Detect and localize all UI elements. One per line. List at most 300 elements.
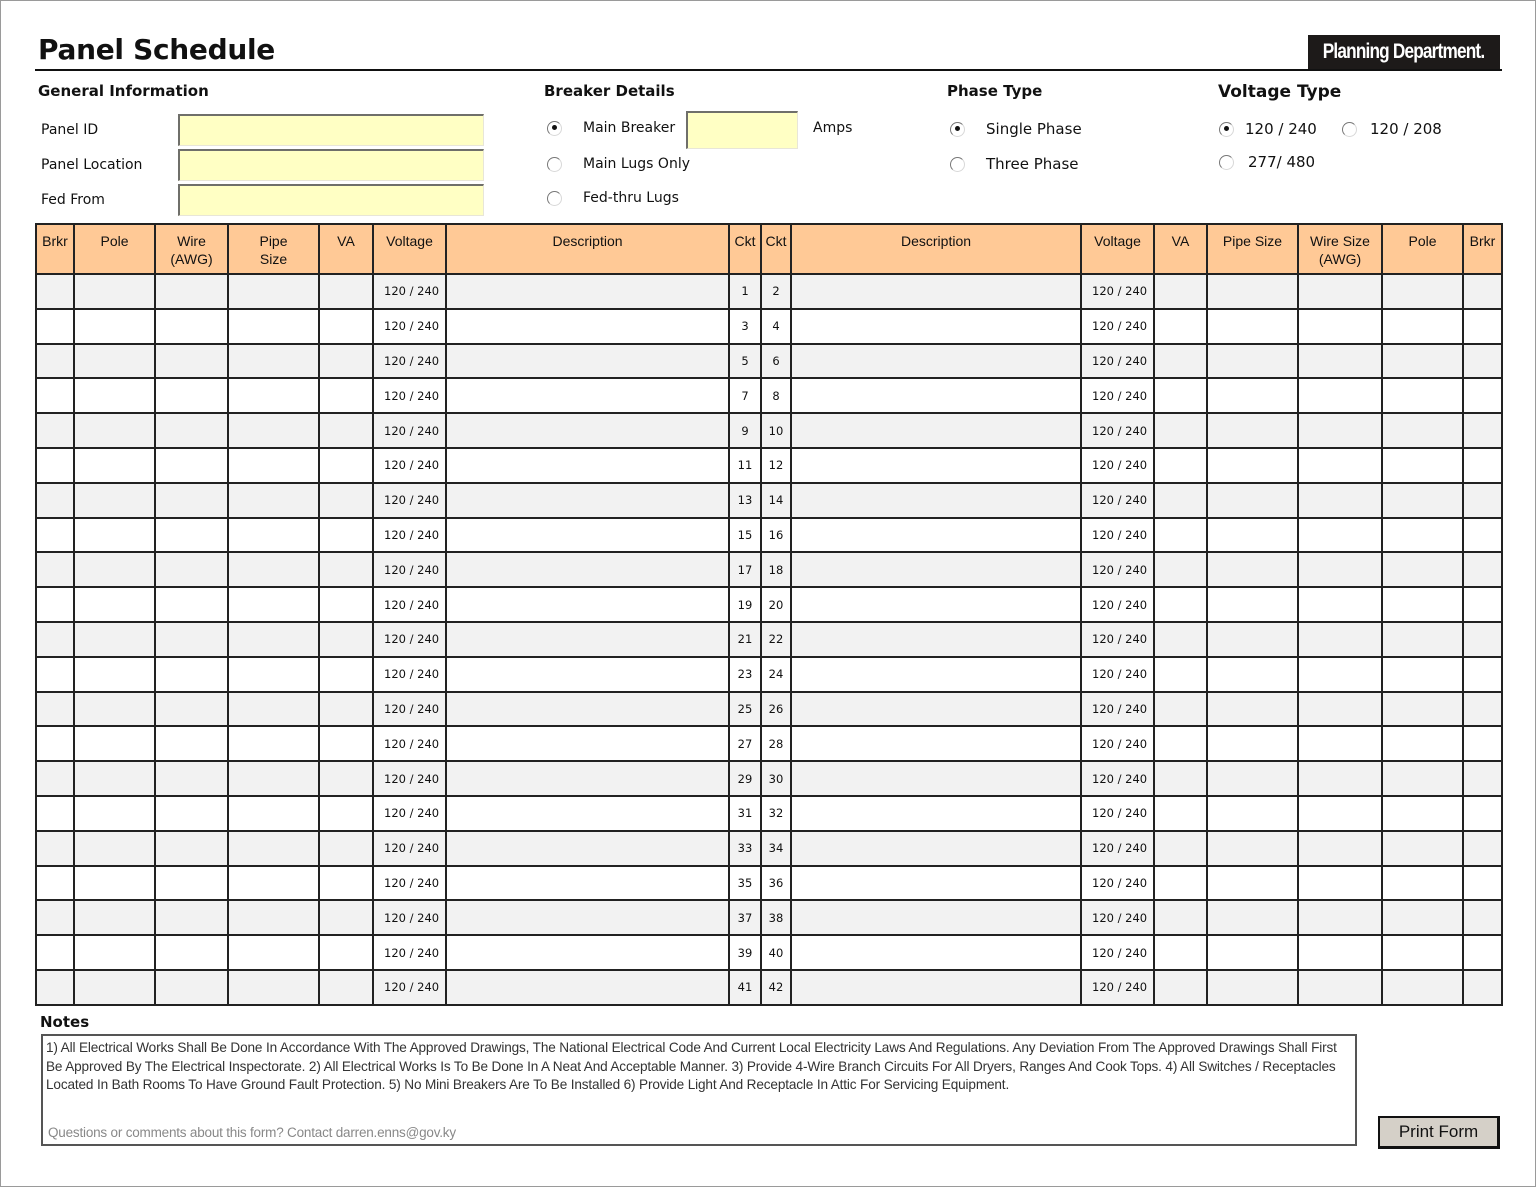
main-lugs-only-radio[interactable] (547, 156, 690, 172)
right-brkr-cell[interactable] (1463, 587, 1502, 622)
left-description-cell[interactable] (446, 378, 729, 413)
left-va-cell[interactable] (319, 378, 373, 413)
left-brkr-cell[interactable] (36, 692, 74, 727)
left-voltage-cell: 120 / 240 (373, 448, 446, 483)
left-pole-cell[interactable] (74, 831, 155, 866)
right-wire-size-cell[interactable] (1298, 692, 1382, 727)
right-va-cell[interactable] (1154, 448, 1207, 483)
left-wire-cell[interactable] (155, 587, 228, 622)
right-pipe-size-cell[interactable] (1207, 378, 1298, 413)
right-pole-cell[interactable] (1382, 657, 1463, 692)
right-wire-size-cell[interactable] (1298, 657, 1382, 692)
right-description-cell[interactable] (791, 483, 1081, 518)
left-wire-cell[interactable] (155, 309, 228, 344)
left-brkr-cell[interactable] (36, 552, 74, 587)
main-breaker-radio[interactable] (547, 120, 675, 136)
left-pipe-size-cell[interactable] (228, 831, 319, 866)
table-row (36, 309, 1502, 344)
right-va-cell[interactable] (1154, 726, 1207, 761)
left-pole-cell[interactable] (74, 657, 155, 692)
left-brkr-cell[interactable] (36, 309, 74, 344)
right-voltage-cell: 120 / 240 (1081, 552, 1154, 587)
fed-thru-lugs-radio[interactable] (547, 190, 679, 206)
right-wire-size-cell[interactable] (1298, 587, 1382, 622)
right-brkr-cell[interactable] (1463, 866, 1502, 901)
right-pole-cell[interactable] (1382, 796, 1463, 831)
main-breaker-amps-input[interactable] (686, 111, 798, 149)
right-va-cell[interactable] (1154, 518, 1207, 553)
left-voltage-cell: 120 / 240 (373, 726, 446, 761)
right-description-cell[interactable] (791, 726, 1081, 761)
right-va-cell[interactable] (1154, 831, 1207, 866)
column-header-left-pipe-size (228, 224, 319, 274)
left-brkr-cell[interactable] (36, 483, 74, 518)
right-wire-size-cell[interactable] (1298, 448, 1382, 483)
left-va-cell[interactable] (319, 587, 373, 622)
right-brkr-cell[interactable] (1463, 483, 1502, 518)
right-brkr-cell[interactable] (1463, 935, 1502, 970)
left-description-cell[interactable] (446, 866, 729, 901)
right-description-cell[interactable] (791, 622, 1081, 657)
left-wire-cell[interactable] (155, 692, 228, 727)
right-pipe-size-cell[interactable] (1207, 935, 1298, 970)
right-brkr-cell[interactable] (1463, 831, 1502, 866)
fed-from-label: Fed From (41, 192, 105, 208)
right-description-cell[interactable] (791, 518, 1081, 553)
panel-id-input[interactable] (178, 114, 484, 146)
left-va-cell[interactable] (319, 900, 373, 935)
left-va-cell[interactable] (319, 692, 373, 727)
left-description-cell[interactable] (446, 274, 729, 309)
right-pole-cell[interactable] (1382, 552, 1463, 587)
right-brkr-cell[interactable] (1463, 657, 1502, 692)
left-va-cell[interactable] (319, 483, 373, 518)
left-description-cell[interactable] (446, 413, 729, 448)
left-ckt-number: 19 (729, 587, 761, 622)
right-pipe-size-cell[interactable] (1207, 483, 1298, 518)
right-pole-cell[interactable] (1382, 344, 1463, 379)
right-va-cell[interactable] (1154, 970, 1207, 1005)
left-va-cell[interactable] (319, 274, 373, 309)
table-row (36, 378, 1502, 413)
right-pipe-size-cell[interactable] (1207, 344, 1298, 379)
right-pole-cell[interactable] (1382, 692, 1463, 727)
right-description-cell[interactable] (791, 900, 1081, 935)
right-pole-cell[interactable] (1382, 309, 1463, 344)
right-description-cell[interactable] (791, 552, 1081, 587)
left-pole-cell[interactable] (74, 552, 155, 587)
right-va-cell[interactable] (1154, 866, 1207, 901)
left-brkr-cell[interactable] (36, 413, 74, 448)
right-ckt-number: 20 (761, 587, 791, 622)
left-description-cell[interactable] (446, 309, 729, 344)
left-brkr-cell[interactable] (36, 831, 74, 866)
left-wire-cell[interactable] (155, 413, 228, 448)
right-wire-size-cell[interactable] (1298, 413, 1382, 448)
right-wire-size-cell[interactable] (1298, 309, 1382, 344)
left-pipe-size-cell[interactable] (228, 448, 319, 483)
left-pipe-size-cell[interactable] (228, 692, 319, 727)
voltage-120-240-radio[interactable] (1219, 120, 1317, 138)
left-wire-cell[interactable] (155, 657, 228, 692)
left-wire-cell[interactable] (155, 970, 228, 1005)
left-wire-cell[interactable] (155, 622, 228, 657)
right-pole-cell[interactable] (1382, 413, 1463, 448)
right-va-cell[interactable] (1154, 378, 1207, 413)
left-pipe-size-cell[interactable] (228, 274, 319, 309)
right-va-cell[interactable] (1154, 900, 1207, 935)
left-pipe-size-cell[interactable] (228, 344, 319, 379)
left-wire-cell[interactable] (155, 483, 228, 518)
right-pipe-size-cell[interactable] (1207, 309, 1298, 344)
three-phase-radio[interactable] (950, 155, 1079, 173)
right-pole-cell[interactable] (1382, 274, 1463, 309)
print-form-button[interactable]: Print Form (1378, 1116, 1500, 1149)
fed-thru-lugs-label: Fed-thru Lugs (583, 190, 679, 206)
right-pipe-size-cell[interactable] (1207, 518, 1298, 553)
left-wire-cell[interactable] (155, 796, 228, 831)
right-wire-size-cell[interactable] (1298, 831, 1382, 866)
left-description-cell[interactable] (446, 726, 729, 761)
right-pipe-size-cell[interactable] (1207, 970, 1298, 1005)
right-description-cell[interactable] (791, 761, 1081, 796)
right-pipe-size-cell[interactable] (1207, 274, 1298, 309)
left-pipe-size-cell[interactable] (228, 483, 319, 518)
radio-checked-icon (950, 122, 965, 137)
left-pole-cell[interactable] (74, 692, 155, 727)
table-row (36, 866, 1502, 901)
right-va-cell[interactable] (1154, 622, 1207, 657)
right-brkr-cell[interactable] (1463, 692, 1502, 727)
left-wire-cell[interactable] (155, 552, 228, 587)
right-brkr-cell[interactable] (1463, 622, 1502, 657)
column-header-text: VA (337, 233, 355, 249)
left-va-cell[interactable] (319, 518, 373, 553)
left-description-cell[interactable] (446, 831, 729, 866)
right-description-cell[interactable] (791, 274, 1081, 309)
right-pipe-size-cell[interactable] (1207, 900, 1298, 935)
left-pole-cell[interactable] (74, 483, 155, 518)
left-brkr-cell[interactable] (36, 587, 74, 622)
right-description-cell[interactable] (791, 692, 1081, 727)
left-va-cell[interactable] (319, 866, 373, 901)
right-va-cell[interactable] (1154, 657, 1207, 692)
left-description-cell[interactable] (446, 552, 729, 587)
left-description-cell[interactable] (446, 657, 729, 692)
left-ckt-number: 5 (729, 344, 761, 379)
right-wire-size-cell[interactable] (1298, 518, 1382, 553)
left-wire-cell[interactable] (155, 344, 228, 379)
left-wire-cell[interactable] (155, 831, 228, 866)
left-pipe-size-cell[interactable] (228, 866, 319, 901)
left-va-cell[interactable] (319, 552, 373, 587)
right-va-cell[interactable] (1154, 552, 1207, 587)
left-brkr-cell[interactable] (36, 622, 74, 657)
right-wire-size-cell[interactable] (1298, 866, 1382, 901)
right-va-cell[interactable] (1154, 274, 1207, 309)
right-wire-size-cell[interactable] (1298, 900, 1382, 935)
left-pole-cell[interactable] (74, 309, 155, 344)
left-pipe-size-cell[interactable] (228, 552, 319, 587)
left-description-cell[interactable] (446, 970, 729, 1005)
right-pipe-size-cell[interactable] (1207, 796, 1298, 831)
left-pipe-size-cell[interactable] (228, 378, 319, 413)
left-description-cell[interactable] (446, 692, 729, 727)
right-description-cell[interactable] (791, 796, 1081, 831)
left-pipe-size-cell[interactable] (228, 413, 319, 448)
right-description-cell[interactable] (791, 657, 1081, 692)
left-pole-cell[interactable] (74, 448, 155, 483)
left-pole-cell[interactable] (74, 866, 155, 901)
right-description-cell[interactable] (791, 448, 1081, 483)
voltage-120-208-radio[interactable] (1342, 120, 1442, 138)
left-pipe-size-cell[interactable] (228, 726, 319, 761)
left-description-cell[interactable] (446, 483, 729, 518)
left-va-cell[interactable] (319, 413, 373, 448)
left-pole-cell[interactable] (74, 726, 155, 761)
right-pole-cell[interactable] (1382, 726, 1463, 761)
right-pole-cell[interactable] (1382, 483, 1463, 518)
left-description-cell[interactable] (446, 796, 729, 831)
right-va-cell[interactable] (1154, 692, 1207, 727)
right-va-cell[interactable] (1154, 935, 1207, 970)
left-pipe-size-cell[interactable] (228, 761, 319, 796)
right-pole-cell[interactable] (1382, 935, 1463, 970)
left-wire-cell[interactable] (155, 274, 228, 309)
left-wire-cell[interactable] (155, 726, 228, 761)
left-pipe-size-cell[interactable] (228, 622, 319, 657)
left-va-cell[interactable] (319, 448, 373, 483)
left-pole-cell[interactable] (74, 970, 155, 1005)
right-pipe-size-cell[interactable] (1207, 831, 1298, 866)
fed-from-input[interactable] (178, 184, 484, 216)
left-wire-cell[interactable] (155, 935, 228, 970)
left-pipe-size-cell[interactable] (228, 309, 319, 344)
right-brkr-cell[interactable] (1463, 761, 1502, 796)
right-pole-cell[interactable] (1382, 518, 1463, 553)
left-pole-cell[interactable] (74, 413, 155, 448)
table-row (36, 935, 1502, 970)
right-va-cell[interactable] (1154, 413, 1207, 448)
right-wire-size-cell[interactable] (1298, 796, 1382, 831)
left-pipe-size-cell[interactable] (228, 970, 319, 1005)
left-va-cell[interactable] (319, 761, 373, 796)
left-pole-cell[interactable] (74, 900, 155, 935)
left-pipe-size-cell[interactable] (228, 900, 319, 935)
right-wire-size-cell[interactable] (1298, 483, 1382, 518)
right-pole-cell[interactable] (1382, 970, 1463, 1005)
left-wire-cell[interactable] (155, 900, 228, 935)
right-brkr-cell[interactable] (1463, 274, 1502, 309)
right-voltage-cell: 120 / 240 (1081, 831, 1154, 866)
left-brkr-cell[interactable] (36, 935, 74, 970)
right-description-cell[interactable] (791, 344, 1081, 379)
left-description-cell[interactable] (446, 587, 729, 622)
left-description-cell[interactable] (446, 761, 729, 796)
right-wire-size-cell[interactable] (1298, 378, 1382, 413)
left-brkr-cell[interactable] (36, 518, 74, 553)
right-pipe-size-cell[interactable] (1207, 657, 1298, 692)
left-brkr-cell[interactable] (36, 796, 74, 831)
radio-checked-icon (1219, 122, 1234, 137)
left-description-cell[interactable] (446, 900, 729, 935)
left-brkr-cell[interactable] (36, 970, 74, 1005)
notes-box[interactable] (41, 1034, 1357, 1146)
left-va-cell[interactable] (319, 935, 373, 970)
left-pole-cell[interactable] (74, 518, 155, 553)
left-pole-cell[interactable] (74, 622, 155, 657)
right-brkr-cell[interactable] (1463, 448, 1502, 483)
right-va-cell[interactable] (1154, 309, 1207, 344)
right-voltage-cell: 120 / 240 (1081, 274, 1154, 309)
left-brkr-cell[interactable] (36, 900, 74, 935)
right-voltage-cell: 120 / 240 (1081, 483, 1154, 518)
right-brkr-cell[interactable] (1463, 378, 1502, 413)
right-pole-cell[interactable] (1382, 378, 1463, 413)
left-brkr-cell[interactable] (36, 761, 74, 796)
right-description-cell[interactable] (791, 413, 1081, 448)
left-description-cell[interactable] (446, 344, 729, 379)
left-wire-cell[interactable] (155, 518, 228, 553)
right-pipe-size-cell[interactable] (1207, 692, 1298, 727)
table-row (36, 552, 1502, 587)
right-voltage-cell: 120 / 240 (1081, 413, 1154, 448)
left-pole-cell[interactable] (74, 344, 155, 379)
right-pole-cell[interactable] (1382, 866, 1463, 901)
right-brkr-cell[interactable] (1463, 413, 1502, 448)
radio-unchecked-icon (547, 191, 562, 206)
right-wire-size-cell[interactable] (1298, 761, 1382, 796)
right-va-cell[interactable] (1154, 587, 1207, 622)
right-pole-cell[interactable] (1382, 448, 1463, 483)
right-brkr-cell[interactable] (1463, 970, 1502, 1005)
left-pole-cell[interactable] (74, 587, 155, 622)
left-va-cell[interactable] (319, 831, 373, 866)
left-va-cell[interactable] (319, 309, 373, 344)
left-wire-cell[interactable] (155, 866, 228, 901)
right-wire-size-cell[interactable] (1298, 344, 1382, 379)
left-brkr-cell[interactable] (36, 726, 74, 761)
left-pipe-size-cell[interactable] (228, 587, 319, 622)
right-description-cell[interactable] (791, 587, 1081, 622)
right-pole-cell[interactable] (1382, 761, 1463, 796)
right-description-cell[interactable] (791, 935, 1081, 970)
left-pole-cell[interactable] (74, 935, 155, 970)
radio-unchecked-icon (1219, 155, 1234, 170)
right-description-cell[interactable] (791, 970, 1081, 1005)
left-pipe-size-cell[interactable] (228, 657, 319, 692)
notes-text: 1) All Electrical Works Shall Be Done In Accordance With The Approved Drawings, The National Electrical Code And Current Local Electricity Laws And Regulations. Any Deviation From The Approved Drawings Shall First Be Approved By The Electrical Inspectorate. 2) All Electrical Works Is To Be Done In A Neat And Acceptable Manner. 3) Provide 4-Wire Branch Circuits For All Dryers, Ranges And Cook Tops. 4) All Switches / Receptacles Located In Bath Rooms To Have Ground Fault Protection. 5) No Mini Breakers Are To Be Installed 6) Provide Light And Receptacle In Attic For Servicing Equipment. (46, 1040, 1337, 1093)
main-breaker-label: Main Breaker (583, 120, 676, 136)
right-brkr-cell[interactable] (1463, 726, 1502, 761)
right-va-cell[interactable] (1154, 796, 1207, 831)
left-pole-cell[interactable] (74, 378, 155, 413)
right-description-cell[interactable] (791, 309, 1081, 344)
left-va-cell[interactable] (319, 796, 373, 831)
right-pipe-size-cell[interactable] (1207, 726, 1298, 761)
left-description-cell[interactable] (446, 448, 729, 483)
left-brkr-cell[interactable] (36, 344, 74, 379)
left-brkr-cell[interactable] (36, 274, 74, 309)
column-header-text: Description (552, 233, 623, 249)
left-voltage-cell: 120 / 240 (373, 831, 446, 866)
left-brkr-cell[interactable] (36, 448, 74, 483)
right-wire-size-cell[interactable] (1298, 726, 1382, 761)
column-header-right-description (791, 224, 1081, 274)
right-va-cell[interactable] (1154, 344, 1207, 379)
right-pole-cell[interactable] (1382, 622, 1463, 657)
left-wire-cell[interactable] (155, 378, 228, 413)
left-wire-cell[interactable] (155, 761, 228, 796)
right-pipe-size-cell[interactable] (1207, 448, 1298, 483)
left-pipe-size-cell[interactable] (228, 935, 319, 970)
right-pole-cell[interactable] (1382, 831, 1463, 866)
right-brkr-cell[interactable] (1463, 796, 1502, 831)
right-ckt-number: 30 (761, 761, 791, 796)
left-va-cell[interactable] (319, 970, 373, 1005)
right-pipe-size-cell[interactable] (1207, 761, 1298, 796)
right-brkr-cell[interactable] (1463, 900, 1502, 935)
right-va-cell[interactable] (1154, 761, 1207, 796)
left-va-cell[interactable] (319, 657, 373, 692)
left-va-cell[interactable] (319, 622, 373, 657)
right-wire-size-cell[interactable] (1298, 552, 1382, 587)
right-pipe-size-cell[interactable] (1207, 587, 1298, 622)
left-va-cell[interactable] (319, 344, 373, 379)
left-va-cell[interactable] (319, 726, 373, 761)
voltage-277-480-label: 277/ 480 (1248, 153, 1316, 171)
right-va-cell[interactable] (1154, 483, 1207, 518)
right-brkr-cell[interactable] (1463, 552, 1502, 587)
right-pipe-size-cell[interactable] (1207, 866, 1298, 901)
left-ckt-number: 3 (729, 309, 761, 344)
right-pipe-size-cell[interactable] (1207, 552, 1298, 587)
voltage-277-480-radio[interactable] (1219, 153, 1315, 171)
right-brkr-cell[interactable] (1463, 518, 1502, 553)
left-description-cell[interactable] (446, 518, 729, 553)
right-wire-size-cell[interactable] (1298, 274, 1382, 309)
right-pipe-size-cell[interactable] (1207, 413, 1298, 448)
right-wire-size-cell[interactable] (1298, 970, 1382, 1005)
left-brkr-cell[interactable] (36, 657, 74, 692)
right-wire-size-cell[interactable] (1298, 935, 1382, 970)
left-description-cell[interactable] (446, 935, 729, 970)
left-pole-cell[interactable] (74, 761, 155, 796)
left-brkr-cell[interactable] (36, 378, 74, 413)
left-pipe-size-cell[interactable] (228, 796, 319, 831)
right-description-cell[interactable] (791, 378, 1081, 413)
right-brkr-cell[interactable] (1463, 344, 1502, 379)
left-pipe-size-cell[interactable] (228, 518, 319, 553)
table-row (36, 726, 1502, 761)
panel-location-input[interactable] (178, 149, 484, 181)
right-pole-cell[interactable] (1382, 587, 1463, 622)
left-pole-cell[interactable] (74, 796, 155, 831)
radio-checked-icon (547, 121, 562, 136)
left-description-cell[interactable] (446, 622, 729, 657)
left-wire-cell[interactable] (155, 448, 228, 483)
right-pole-cell[interactable] (1382, 900, 1463, 935)
right-description-cell[interactable] (791, 866, 1081, 901)
left-pole-cell[interactable] (74, 274, 155, 309)
single-phase-radio[interactable] (950, 120, 1082, 138)
right-pipe-size-cell[interactable] (1207, 622, 1298, 657)
left-brkr-cell[interactable] (36, 866, 74, 901)
table-row (36, 657, 1502, 692)
right-description-cell[interactable] (791, 831, 1081, 866)
right-wire-size-cell[interactable] (1298, 622, 1382, 657)
right-brkr-cell[interactable] (1463, 309, 1502, 344)
